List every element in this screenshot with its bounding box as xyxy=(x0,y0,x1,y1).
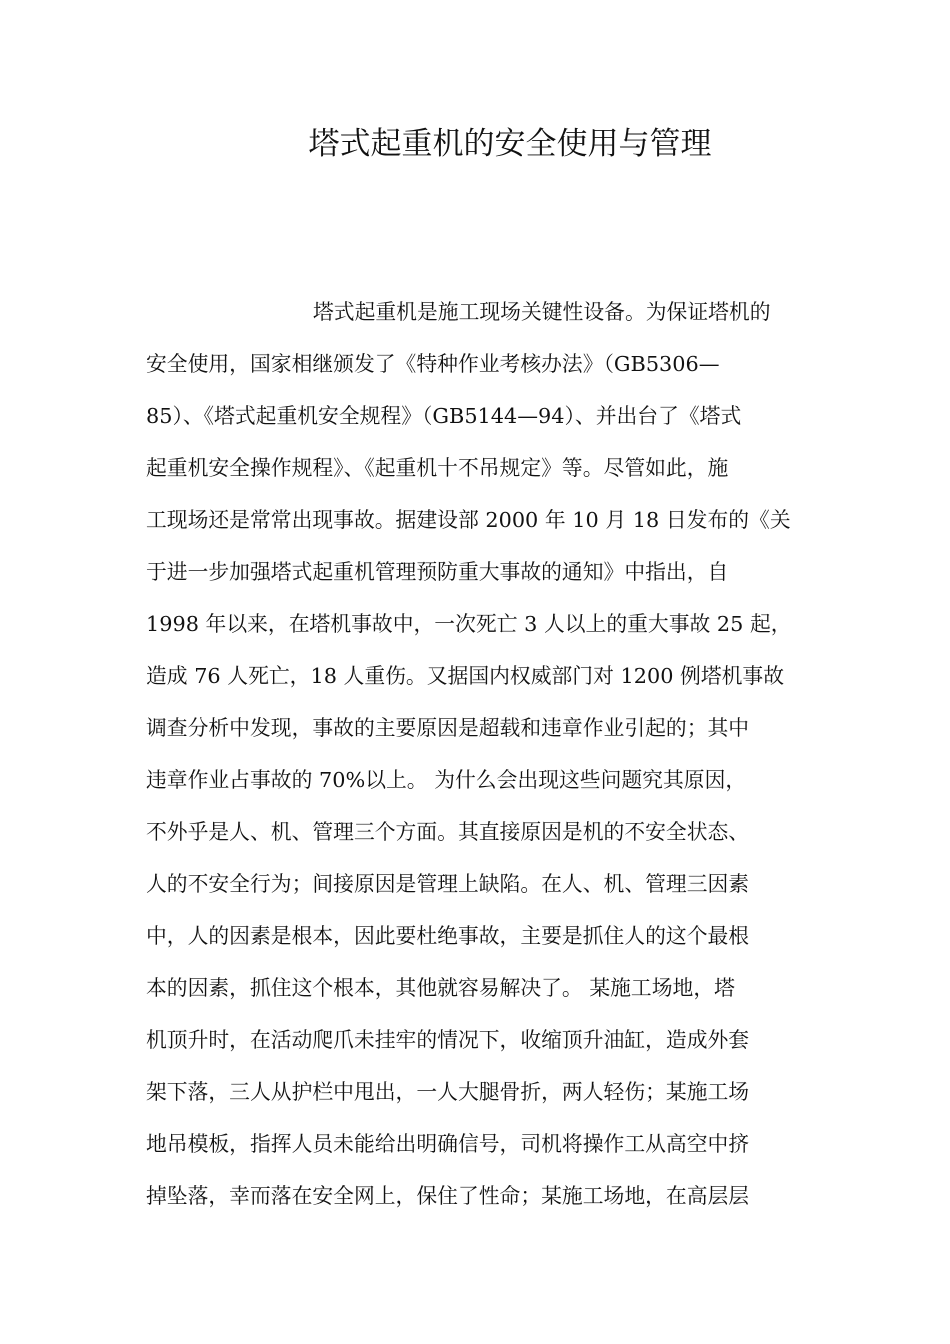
body-line: 架下落，三人从护栏中甩出，一人大腿骨折，两人轻伤；某施工场 xyxy=(146,1080,750,1104)
document-body xyxy=(146,286,806,1222)
body-line: 机顶升时，在活动爬爪未挂牢的情况下，收缩顶升油缸，造成外套 xyxy=(146,1028,750,1052)
body-line: 塔式起重机是施工现场关键性设备。为保证塔机的 xyxy=(313,300,771,324)
body-line: 造成 76 人死亡，18 人重伤。又据国内权威部门对 1200 例塔机事故 xyxy=(146,664,785,688)
document-title: 塔式起重机的安全使用与管理 xyxy=(308,126,712,162)
body-line: 安全使用，国家相继颁发了《特种作业考核办法》（GB5306— xyxy=(146,352,720,376)
body-line: 地吊模板，指挥人员未能给出明确信号，司机将操作工从高空中挤 xyxy=(146,1132,750,1156)
body-line: 人的不安全行为；间接原因是管理上缺陷。在人、机、管理三因素 xyxy=(146,872,750,896)
body-line: 起重机安全操作规程》、《起重机十不吊规定》等。尽管如此，施 xyxy=(146,456,729,480)
body-line: 调查分析中发现，事故的主要原因是超载和违章作业引起的；其中 xyxy=(146,716,750,740)
body-line: 掉坠落，幸而落在安全网上，保住了性命；某施工场地，在高层层 xyxy=(146,1184,750,1208)
body-line: 1998 年以来，在塔机事故中，一次死亡 3 人以上的重大事故 25 起， xyxy=(146,612,792,636)
body-line: 违章作业占事故的 70%以上。 为什么会出现这些问题究其原因， xyxy=(146,768,747,792)
body-line: 中，人的因素是根本，因此要杜绝事故，主要是抓住人的这个最根 xyxy=(146,924,750,948)
body-line: 工现场还是常常出现事故。据建设部 2000 年 10 月 18 日发布的《关 xyxy=(146,508,791,532)
body-line: 本的因素，抓住这个根本，其他就容易解决了。 某施工场地，塔 xyxy=(146,976,735,1000)
body-line: 于进一步加强塔式起重机管理预防重大事故的通知》中指出，自 xyxy=(146,560,729,584)
body-line: 不外乎是人、机、管理三个方面。其直接原因是机的不安全状态、 xyxy=(146,820,750,844)
body-line: 85）、《塔式起重机安全规程》（GB5144—94）、并出台了《塔式 xyxy=(146,404,742,428)
